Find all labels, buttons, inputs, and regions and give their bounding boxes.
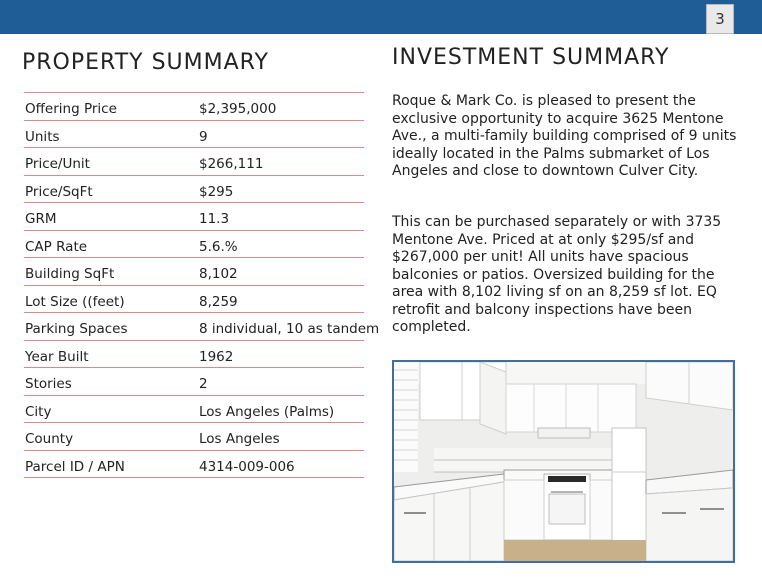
summary-row-value: 8,102	[199, 266, 238, 282]
kitchen-illustration	[394, 362, 733, 561]
investment-summary-title: INVESTMENT SUMMARY	[392, 45, 670, 70]
summary-row-label: County	[25, 431, 74, 447]
summary-row-value: 5.6.%	[199, 238, 238, 255]
summary-row	[24, 451, 364, 479]
kitchen-photo	[392, 360, 735, 563]
summary-row	[24, 341, 364, 369]
summary-row	[24, 203, 364, 231]
summary-row-value: 8 individual, 10 as tandem	[199, 321, 380, 337]
summary-row-label: Stories	[25, 376, 72, 392]
summary-row-label: Year Built	[25, 348, 89, 365]
summary-row	[24, 286, 364, 314]
summary-row	[24, 313, 380, 341]
summary-row	[24, 231, 364, 259]
property-summary-title: PROPERTY SUMMARY	[22, 50, 269, 75]
summary-row	[24, 148, 364, 176]
summary-row	[24, 258, 364, 286]
summary-row-label: CAP Rate	[25, 238, 88, 255]
summary-row	[24, 93, 364, 121]
summary-row-value: $2,395,000	[199, 101, 277, 117]
header-bar	[0, 0, 762, 34]
summary-row-value: Los Angeles (Palms)	[199, 403, 335, 420]
summary-row-value: 4314-009-006	[199, 458, 295, 475]
summary-row-label: Price/Unit	[25, 156, 90, 172]
summary-row-label: GRM	[25, 211, 57, 227]
summary-row-label: Lot Size ((feet)	[25, 293, 125, 310]
property-summary-table	[24, 92, 380, 478]
summary-row-label: Building SqFt	[25, 266, 115, 282]
summary-row	[24, 396, 364, 424]
page-number: 3	[706, 4, 734, 34]
summary-row-value: $295	[199, 183, 234, 200]
summary-row-value: 9	[199, 128, 208, 145]
summary-row-value: 1962	[199, 348, 234, 365]
summary-row	[24, 121, 364, 149]
summary-row-label: Parking Spaces	[25, 321, 128, 337]
summary-row-label: Parcel ID / APN	[25, 458, 125, 475]
summary-row-value: Los Angeles	[199, 431, 280, 447]
summary-row-label: City	[25, 403, 52, 420]
summary-row-value: 8,259	[199, 293, 238, 310]
investment-paragraph-1: Roque & Mark Co. is pleased to present the exclusive opportunity to acquire 3625 Mentone Ave., a multi-family building comprised of 9 units ideally located in the Palms submarket of Los Angeles and close to downtown Culver City.	[392, 93, 737, 179]
summary-row-value: $266,111	[199, 156, 264, 172]
summary-row-label: Units	[25, 128, 60, 145]
summary-row-value: 2	[199, 376, 208, 392]
summary-row-value: 11.3	[199, 211, 230, 227]
summary-row	[24, 176, 364, 204]
summary-row-label: Offering Price	[25, 101, 117, 117]
summary-row	[24, 423, 364, 451]
investment-paragraph-2: This can be purchased separately or with 3735 Mentone Ave. Priced at at only $295/sf and $267,000 per unit! All units have spacious balconies or patios. Oversized building for the area with 8,102 living sf on an 8,259 sf lot. EQ retrofit and balcony inspections have been completed.	[392, 214, 722, 335]
summary-row	[24, 368, 364, 396]
summary-row-label: Price/SqFt	[25, 183, 93, 200]
